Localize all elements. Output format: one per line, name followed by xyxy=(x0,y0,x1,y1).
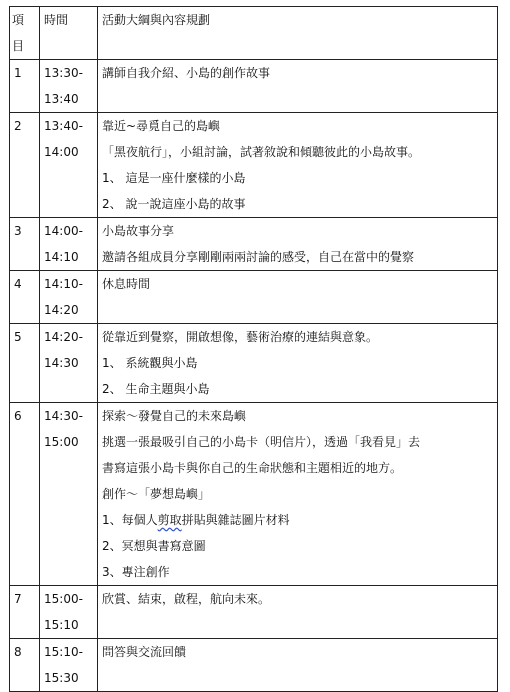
time-end: 15:00 xyxy=(44,435,79,449)
item-number: 7 xyxy=(14,592,22,606)
content-line: 小島故事分享 xyxy=(102,224,175,238)
schedule-row xyxy=(10,113,498,218)
header-no-line2: 目 xyxy=(12,39,25,53)
schedule-row xyxy=(10,403,498,586)
time-cell xyxy=(40,271,98,324)
content-cell xyxy=(98,586,498,639)
header-content-cell xyxy=(98,7,498,60)
item-number-cell xyxy=(10,403,40,586)
time-end: 14:10 xyxy=(44,250,79,264)
content-cell xyxy=(98,113,498,218)
time-start: 14:00- xyxy=(44,224,83,238)
content-line: 靠近~尋覓自己的島嶼 xyxy=(102,119,221,133)
time-end: 13:40 xyxy=(44,92,79,106)
header-no-cell xyxy=(10,7,40,60)
content-cell xyxy=(98,218,498,271)
content-cell xyxy=(98,324,498,403)
time-cell xyxy=(40,113,98,218)
item-number: 3 xyxy=(14,224,22,238)
item-number-cell xyxy=(10,586,40,639)
content-line: 1、 這是一座什麼樣的小島 xyxy=(102,171,246,185)
schedule-row xyxy=(10,271,498,324)
content-line: 3、專注創作 xyxy=(102,565,170,579)
content-line: 1、 系統觀與小島 xyxy=(102,356,198,370)
content-line: 欣賞、結束，啟程，航向未來。 xyxy=(102,592,271,606)
item-number-cell xyxy=(10,639,40,692)
time-cell xyxy=(40,403,98,586)
content-line: 1、每個人剪取拼貼與雜誌圖片材料 xyxy=(102,513,290,527)
item-number: 4 xyxy=(14,277,22,291)
item-number-cell xyxy=(10,324,40,403)
content-line: 2、冥想與書寫意圖 xyxy=(102,539,206,553)
time-cell xyxy=(40,586,98,639)
content-cell xyxy=(98,60,498,113)
content-cell xyxy=(98,403,498,586)
item-number: 1 xyxy=(14,66,22,80)
content-cell xyxy=(98,271,498,324)
time-start: 15:00- xyxy=(44,592,83,606)
content-line: 書寫這張小島卡與你自己的生命狀態和主題相近的地方。 xyxy=(102,461,403,475)
time-cell xyxy=(40,60,98,113)
content-line: 「黑夜航行」，小組討論，試著敘說和傾聽彼此的小島故事。 xyxy=(102,145,421,159)
time-cell xyxy=(40,639,98,692)
time-end: 14:00 xyxy=(44,145,79,159)
time-start: 15:10- xyxy=(44,645,83,659)
content-line: 探索～發覺自己的未來島嶼 xyxy=(102,409,247,423)
schedule-row xyxy=(10,639,498,692)
time-cell xyxy=(40,218,98,271)
content-line: 2、 生命主題與小島 xyxy=(102,382,210,396)
time-start: 14:30- xyxy=(44,409,83,423)
header-time-cell xyxy=(40,7,98,60)
header-time: 時間 xyxy=(44,13,69,27)
item-number: 6 xyxy=(14,409,22,423)
item-number-cell xyxy=(10,218,40,271)
schedule-table xyxy=(9,6,498,692)
content-line: 講師自我介紹、小島的創作故事 xyxy=(102,66,271,80)
time-start: 13:30- xyxy=(44,66,83,80)
time-end: 14:30 xyxy=(44,356,79,370)
schedule-row xyxy=(10,324,498,403)
time-end: 15:10 xyxy=(44,618,79,632)
schedule-row xyxy=(10,60,498,113)
time-start: 14:10- xyxy=(44,277,83,291)
content-line: 問答與交流回饋 xyxy=(102,645,187,659)
content-line: 休息時間 xyxy=(102,277,151,291)
time-start: 14:20- xyxy=(44,330,83,344)
content-line: 從靠近到覺察，開啟想像，藝術治療的連結與意象。 xyxy=(102,330,379,344)
time-end: 15:30 xyxy=(44,671,79,685)
header-row xyxy=(10,7,498,60)
content-line: 創作～「夢想島嶼」 xyxy=(102,487,211,501)
item-number-cell xyxy=(10,60,40,113)
content-line: 2、 說一說這座小島的故事 xyxy=(102,197,246,211)
header-no-line1: 項 xyxy=(12,13,25,27)
item-number-cell xyxy=(10,271,40,324)
time-start: 13:40- xyxy=(44,119,83,133)
item-number: 5 xyxy=(14,330,22,344)
content-line: 挑選一張最吸引自己的小島卡（明信片），透過「我看見」去 xyxy=(102,435,421,449)
schedule-row xyxy=(10,218,498,271)
item-number: 8 xyxy=(14,645,22,659)
content-line: 邀請各組成員分享剛剛兩兩討論的感受，自己在當中的覺察 xyxy=(102,250,415,264)
schedule-row xyxy=(10,586,498,639)
content-cell xyxy=(98,639,498,692)
header-content: 活動大綱與內容規劃 xyxy=(102,13,211,27)
spellcheck-underline: 剪取 xyxy=(157,513,182,527)
item-number: 2 xyxy=(14,119,22,133)
item-number-cell xyxy=(10,113,40,218)
time-end: 14:20 xyxy=(44,303,79,317)
time-cell xyxy=(40,324,98,403)
